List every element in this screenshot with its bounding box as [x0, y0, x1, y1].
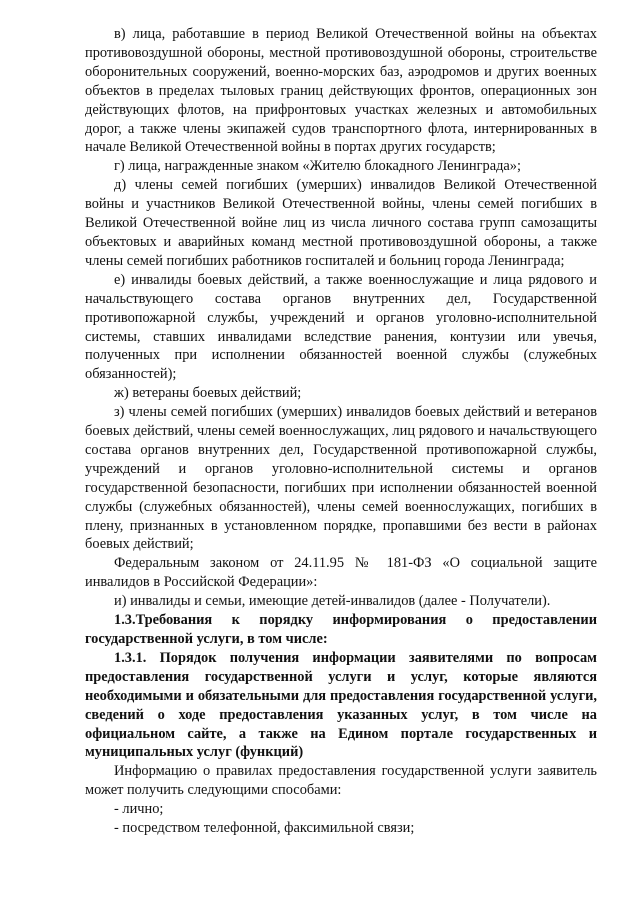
paragraph-item-i: и) инвалиды и семьи, имеющие детей-инвалидов (далее - Получатели). — [114, 593, 551, 610]
list-item-phone-fax: - посредством телефонной, факсимильной связи; — [114, 820, 415, 837]
paragraph-federal-law: Федеральным законом от 24.11.95 № 181-ФЗ «О социальной защите инвалидов в Российской Федерации»: — [85, 555, 597, 591]
list-item-in-person: - лично; — [114, 801, 164, 818]
paragraph-item-zh: ж) ветераны боевых действий; — [114, 385, 302, 402]
paragraph-item-d: д) члены семей погибших (умерших) инвалидов Великой Отечественной войны и участников Великой Отечественной войны, члены семей погибших в Великой Отечественной войне лиц из числа личного состава групп самозащиты объектовых и аварийных команд местной противовоздушной обороны, а также члены семей погибших работников госпиталей и больниц города Ленинграда; — [85, 177, 597, 269]
paragraph-item-v: в) лица, работавшие в период Великой Отечественной войны на объектах противовоздушной обороны, местной противовоздушной обороны, строительстве оборонительных сооружений, военно-морских баз, аэродромов и других военных объектов в пределах тыловых границ действующих фронтов, операционных зон действующих флотов, на прифронтовых участках железных и автомобильных дорог, а также члены экипажей судов транспортного флота, интернированных в начале Великой Отечественной войны в портах других государств; — [85, 26, 597, 156]
paragraph-item-g: г) лица, награжденные знаком «Жителю блокадного Ленинграда»; — [114, 158, 521, 175]
paragraph-item-z: з) члены семей погибших (умерших) инвалидов боевых действий и ветеранов боевых действий, члены семей военнослужащих, лиц рядового и начальствующего состава органов внутренних дел, Государственной противопожарной службы, учреждений и органов уголовно-исполнительной системы и органов государственной безопасности, погибших при исполнении обязанностей военной службы (служебных обязанностей), члены семей военнослужащих, погибших в плену, признанных в установленном порядке, пропавшими без вести в районах боевых действий; — [85, 404, 597, 553]
section-heading-1-3: 1.3.Требования к порядку информирования о предоставлении государственной услуги, в том числе: — [85, 612, 597, 647]
paragraph-item-e: е) инвалиды боевых действий, а также военнослужащие и лица рядового и начальствующего состава органов внутренних дел, Государственной противопожарной службы, учреждений и органов уголовно-исполнительной системы, ставших инвалидами вследствие ранения, контузии или увечья, полученных при исполнении обязанностей военной службы (служебных обязанностей); — [85, 271, 597, 383]
section-heading-1-3-1: 1.3.1. Порядок получения информации заявителями по вопросам предоставления государственной услуги и услуг, которые являются необходимыми и обязательными для предоставления государственной услуги, сведений о ходе предоставления указанных услуг, в том числе на официальном сайте, а также на Едином портале государственных и муниципальных услуг (функций) — [85, 649, 597, 761]
document-page — [85, 25, 597, 838]
paragraph-info-methods: Информацию о правилах предоставления государственной услуги заявитель может получить следующими способами: — [85, 763, 597, 799]
